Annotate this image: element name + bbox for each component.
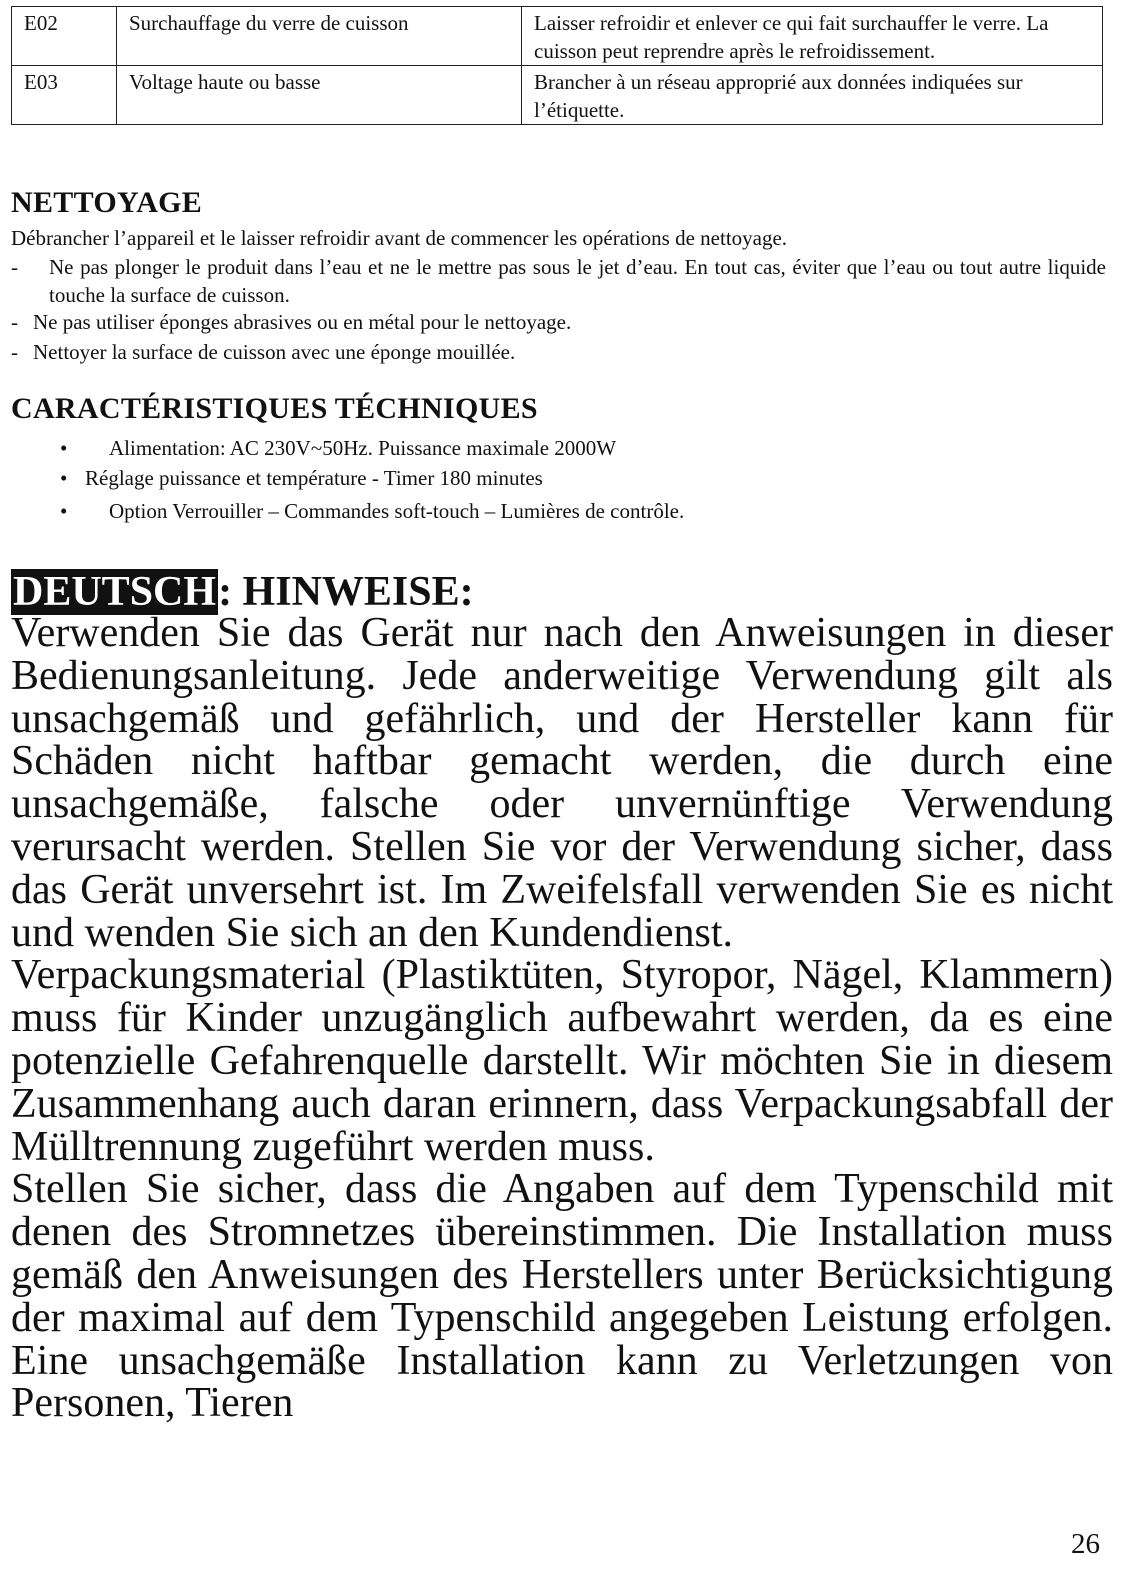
list-item-text: Réglage puissance et température - Timer 180 minutes: [85, 466, 543, 490]
nettoyage-intro: Débrancher l’appareil et le laisser refroidir avant de commencer les opérations de nettoyage.: [11, 226, 788, 250]
deutsch-heading-rest: : HINWEISE:: [218, 569, 474, 615]
list-item-text: Alimentation: AC 230V~50Hz. Puissance maximale 2000W: [109, 436, 617, 460]
page-number: 26: [1071, 1528, 1100, 1560]
error-code-cell: E02: [12, 7, 117, 66]
paragraph: Stellen Sie sicher, dass die Angaben auf dem Typenschild mit denen des Stromnetzes übereinstimmen. Die Installation muss gemäß den Anweisungen des Herstellers unter Berücksichtigung der maximal auf dem Typenschild angegeben Leistung erfolgen. Eine unsachgemäße Installation kann zu Verletzungen von Personen, Tieren: [11, 1166, 1113, 1427]
error-cause-cell: Surchauffage du verre de cuisson: [117, 7, 522, 66]
paragraph: Verwenden Sie das Gerät nur nach den Anweisungen in dieser Bedienungsanleitung. Jede anderweitige Verwendung gilt als unsachgemäß und gefährlich, und der Hersteller kann für Schäden nicht haftbar gemacht werden, die durch eine unsachgemäße, falsche oder unvernünftige Verwendung verursacht werden. Stellen Sie vor der Verwendung sicher, dass das Gerät unversehrt ist. Im Zweifelsfall verwenden Sie es nicht und wenden Sie sich an den Kundendienst.: [11, 610, 1113, 956]
nettoyage-heading: NETTOYAGE: [11, 186, 203, 219]
table-row: [12, 66, 1103, 125]
deutsch-body: [11, 612, 1113, 1425]
list-item-text: Nettoyer la surface de cuisson avec une éponge mouillée.: [33, 340, 516, 364]
dash-marker: -: [11, 310, 18, 334]
list-item: [60, 434, 616, 462]
error-code-table: [11, 6, 1103, 125]
dash-marker: -: [11, 255, 18, 279]
caracteristiques-heading: CARACTÉRISTIQUES TÉCHNIQUES: [11, 392, 538, 425]
list-item: [11, 338, 1106, 366]
bullet-marker: •: [60, 499, 68, 523]
list-item: [60, 464, 543, 492]
error-solution-cell: Laisser refroidir et enlever ce qui fait surchauffer le verre. La cuisson peut reprendre après le refroidissement.: [522, 7, 1103, 66]
bullet-marker: •: [60, 466, 68, 490]
table-row: [12, 7, 1103, 66]
bullet-marker: •: [60, 436, 68, 460]
deutsch-heading: [11, 570, 474, 614]
list-item-text: Ne pas utiliser éponges abrasives ou en métal pour le nettoyage.: [33, 310, 572, 334]
list-item-text: Option Verrouiller – Commandes soft-touch – Lumières de contrôle.: [109, 499, 685, 523]
paragraph: Verpackungsmaterial (Plastiktüten, Styropor, Nägel, Klammern) muss für Kinder unzugänglich aufbewahrt werden, da es eine potenzielle Gefahrenquelle darstellt. Wir möchten Sie in diesem Zusammenhang auch daran erinnern, dass Verpackungsabfall der Mülltrennung zugeführt werden muss.: [11, 952, 1113, 1170]
dash-marker: -: [11, 340, 18, 364]
error-solution-cell: Brancher à un réseau approprié aux données indiquées sur l’étiquette.: [522, 66, 1103, 125]
list-item: [11, 308, 1106, 336]
list-item: [60, 497, 684, 525]
list-item-text: Ne pas plonger le produit dans l’eau et ne le mettre pas sous le jet d’eau. En tout cas, éviter que l’eau ou tout autre liquide touche la surface de cuisson.: [49, 255, 1106, 307]
language-label-highlight: DEUTSCH: [13, 569, 217, 615]
list-item: [11, 253, 1106, 309]
error-code-cell: E03: [12, 66, 117, 125]
error-cause-cell: Voltage haute ou basse: [117, 66, 522, 125]
